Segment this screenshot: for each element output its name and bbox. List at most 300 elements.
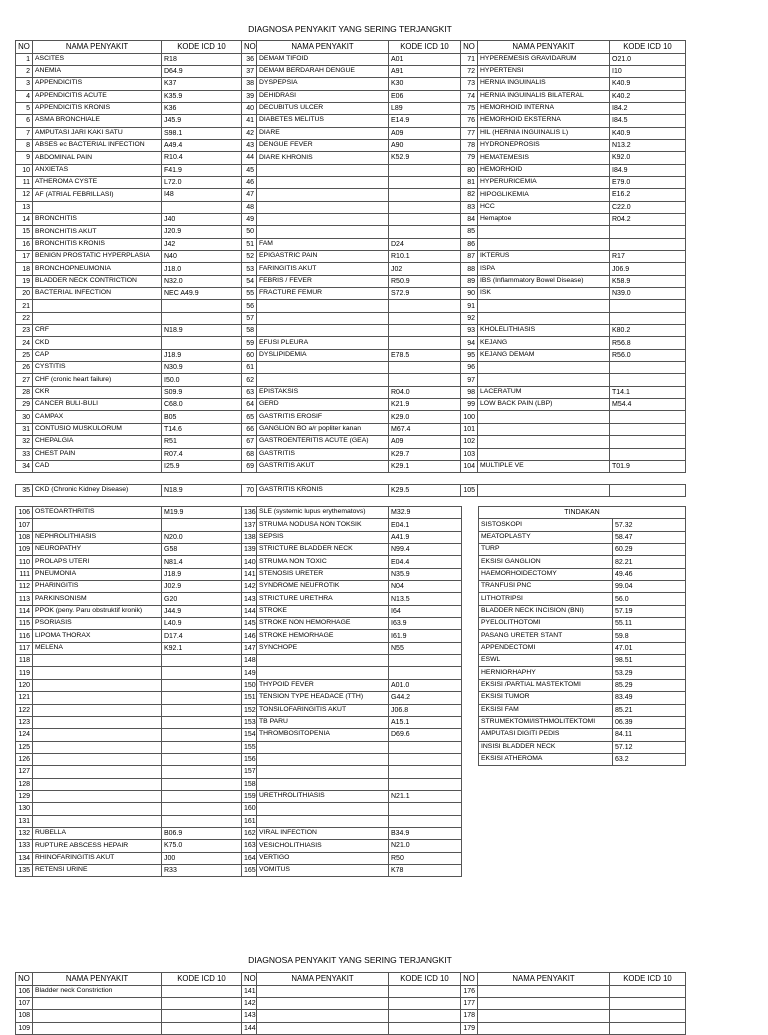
row-number: 119 <box>16 667 33 679</box>
icd-code: E04.4 <box>389 556 462 568</box>
icd-code: I64 <box>389 605 462 617</box>
row-number: 35 <box>16 485 33 497</box>
row-number: 50 <box>242 226 257 238</box>
disease-name: CKD (Chronic Kidney Disease) <box>33 485 162 497</box>
row-number: 158 <box>242 778 257 790</box>
disease-name: Hemaptoe <box>478 213 610 225</box>
icd-code: I48 <box>162 189 242 201</box>
table-row <box>16 729 462 741</box>
table-row <box>16 605 462 617</box>
row-number: 99 <box>461 399 478 411</box>
icd-code: D64.9 <box>162 65 242 77</box>
table-row <box>16 985 686 997</box>
table-row <box>16 115 686 127</box>
icd-code: K21.9 <box>389 399 461 411</box>
diagnosis-table <box>15 40 686 473</box>
row-number: 63 <box>242 386 257 398</box>
row-number: 58 <box>242 325 257 337</box>
table-row <box>16 840 462 852</box>
procedure-name: AMPUTASI DIGITI PEDIS <box>479 729 613 741</box>
icd-code: C22.0 <box>610 201 686 213</box>
table-row <box>16 485 686 497</box>
disease-name <box>257 362 389 374</box>
disease-name: HYPERTENSI <box>478 65 610 77</box>
procedure-name: STRUMEKTOMI/ISTHMOLITEKTOMI <box>479 716 613 728</box>
row-number: 148 <box>242 655 257 667</box>
disease-name <box>478 226 610 238</box>
row-number: 5 <box>16 102 33 114</box>
table-row <box>16 399 686 411</box>
row-number: 42 <box>242 127 257 139</box>
icd-code: M19.9 <box>162 507 242 519</box>
row-number: 30 <box>16 411 33 423</box>
icd-code: B05 <box>162 411 242 423</box>
table-row <box>16 189 686 201</box>
table-row <box>16 374 686 386</box>
procedure-code: 57.12 <box>613 741 686 753</box>
row-number: 13 <box>16 201 33 213</box>
procedure-code: 84.11 <box>613 729 686 741</box>
icd-code: S09.9 <box>162 386 242 398</box>
disease-name: HCC <box>478 201 610 213</box>
disease-name <box>257 213 389 225</box>
icd-code <box>162 679 242 691</box>
tindakan-row <box>479 753 686 765</box>
disease-name: CAD <box>33 460 162 472</box>
row-number: 141 <box>242 985 257 997</box>
table-row <box>16 127 686 139</box>
row-number: 110 <box>16 556 33 568</box>
row-number: 94 <box>461 337 478 349</box>
icd-code <box>610 423 686 435</box>
procedure-name: HAEMORHOIDECTOMY <box>479 568 613 580</box>
disease-name: RETENSI URINE <box>33 864 162 876</box>
icd-code <box>389 300 461 312</box>
row-number: 115 <box>16 618 33 630</box>
table-row <box>16 803 462 815</box>
table-row <box>16 642 462 654</box>
row-number: 106 <box>16 985 33 997</box>
row-number: 90 <box>461 288 478 300</box>
row-number: 126 <box>16 753 33 765</box>
procedure-name: BLADDER NECK INCISION (BNI) <box>479 605 613 617</box>
page-title: DIAGNOSA PENYAKIT YANG SERING TERJANGKIT <box>248 24 452 34</box>
row-number: 10 <box>16 164 33 176</box>
col-header-code: KODE ICD 10 <box>162 41 242 54</box>
icd-code: N32.0 <box>162 275 242 287</box>
col-header-no: NO <box>242 973 257 986</box>
row-number: 31 <box>16 423 33 435</box>
disease-name: EPISTAKSIS <box>257 386 389 398</box>
disease-name: PSORIASIS <box>33 618 162 630</box>
disease-name: BLADDER NECK CONTRICTION <box>33 275 162 287</box>
icd-code: E79.0 <box>610 176 686 188</box>
row-number: 130 <box>16 803 33 815</box>
icd-code: N18.9 <box>162 325 242 337</box>
disease-name: APPENDICITIS ACUTE <box>33 90 162 102</box>
row-number: 20 <box>16 288 33 300</box>
procedure-code: 56.0 <box>613 593 686 605</box>
tindakan-header: TINDAKAN <box>479 507 686 519</box>
icd-code <box>610 985 686 997</box>
disease-name: STRICTURE URETHRA <box>257 593 389 605</box>
disease-name: HEMORHOID EKSTERNA <box>478 115 610 127</box>
icd-code: A09 <box>389 436 461 448</box>
procedure-name: EKSISI /PARTIAL MASTEKTOMI <box>479 679 613 691</box>
disease-name <box>33 704 162 716</box>
table-row <box>16 667 462 679</box>
col-header-code: KODE ICD 10 <box>610 973 686 986</box>
disease-name <box>33 201 162 213</box>
row-number: 72 <box>461 65 478 77</box>
icd-code: I84.9 <box>610 164 686 176</box>
col-header-no: NO <box>16 41 33 54</box>
icd-code <box>389 213 461 225</box>
row-number: 153 <box>242 716 257 728</box>
table-row <box>16 864 462 876</box>
diagnosis-table-page2 <box>15 972 686 1035</box>
procedure-code: 57.32 <box>613 519 686 531</box>
row-number: 121 <box>16 692 33 704</box>
disease-name: LOW BACK PAIN (LBP) <box>478 399 610 411</box>
tindakan-row <box>479 716 686 728</box>
procedure-code: 85.21 <box>613 704 686 716</box>
row-number: 109 <box>16 1022 33 1034</box>
tindakan-row <box>479 704 686 716</box>
disease-name: HYPERURICEMIA <box>478 176 610 188</box>
row-number: 6 <box>16 115 33 127</box>
row-number: 44 <box>242 152 257 164</box>
row-number: 2 <box>16 65 33 77</box>
tindakan-row <box>479 618 686 630</box>
disease-name: SLE (systemic lupus erythematovs) <box>257 507 389 519</box>
icd-code: O21.0 <box>610 53 686 65</box>
table-header-row <box>16 41 686 54</box>
row-number: 36 <box>242 53 257 65</box>
icd-code: D17.4 <box>162 630 242 642</box>
row-number: 3 <box>16 78 33 90</box>
row-number: 11 <box>16 176 33 188</box>
disease-name: DEMAM BERDARAH DENGUE <box>257 65 389 77</box>
icd-code: K58.9 <box>610 275 686 287</box>
icd-code: R18 <box>162 53 242 65</box>
row-number: 145 <box>242 618 257 630</box>
disease-name: CRF <box>33 325 162 337</box>
tindakan-row <box>479 581 686 593</box>
disease-name: ISPA <box>478 263 610 275</box>
icd-code <box>162 753 242 765</box>
icd-code <box>610 362 686 374</box>
row-number: 75 <box>461 102 478 114</box>
row-number: 38 <box>242 78 257 90</box>
disease-name <box>257 803 389 815</box>
table-row <box>16 201 686 213</box>
disease-name <box>257 300 389 312</box>
icd-code: R04.2 <box>610 213 686 225</box>
procedure-name: PASANG URETER STANT <box>479 630 613 642</box>
procedure-code: 63.2 <box>613 753 686 765</box>
icd-code: E04.1 <box>389 519 462 531</box>
disease-name: GANGLION BO a/r popliter kanan <box>257 423 389 435</box>
icd-code: T14.1 <box>610 386 686 398</box>
disease-name <box>478 1010 610 1022</box>
icd-code <box>162 692 242 704</box>
row-number: 122 <box>16 704 33 716</box>
icd-code <box>610 226 686 238</box>
row-number: 178 <box>461 1010 478 1022</box>
procedure-code: 83.49 <box>613 692 686 704</box>
row-number: 134 <box>16 852 33 864</box>
tindakan-row <box>479 519 686 531</box>
icd-code <box>162 655 242 667</box>
row-number: 17 <box>16 251 33 263</box>
icd-code: M32.9 <box>389 507 462 519</box>
disease-name: PHARINGITIS <box>33 581 162 593</box>
disease-name: KHOLELITHIASIS <box>478 325 610 337</box>
row-number: 140 <box>242 556 257 568</box>
disease-name: THYPOID FEVER <box>257 679 389 691</box>
icd-code <box>389 337 461 349</box>
disease-name: FRACTURE FEMUR <box>257 288 389 300</box>
icd-code: L89 <box>389 102 461 114</box>
row-number: 49 <box>242 213 257 225</box>
disease-name <box>257 667 389 679</box>
disease-name: VESICHOLITHIASIS <box>257 840 389 852</box>
icd-code: R56.8 <box>610 337 686 349</box>
icd-code <box>389 362 461 374</box>
row-number: 146 <box>242 630 257 642</box>
procedure-code: 98.51 <box>613 655 686 667</box>
procedure-code: 59.8 <box>613 630 686 642</box>
table-row <box>16 251 686 263</box>
procedure-code: 60.29 <box>613 544 686 556</box>
row-number: 163 <box>242 840 257 852</box>
disease-name <box>257 374 389 386</box>
row-number: 164 <box>242 852 257 864</box>
row-number: 48 <box>242 201 257 213</box>
row-number: 95 <box>461 349 478 361</box>
table-row <box>16 102 686 114</box>
icd-code: A41.9 <box>389 531 462 543</box>
row-number: 101 <box>461 423 478 435</box>
table-row <box>16 593 462 605</box>
disease-name: HERNIA INGUINALIS BILATERAL <box>478 90 610 102</box>
disease-name: OSTEOARTHRITIS <box>33 507 162 519</box>
tindakan-row <box>479 667 686 679</box>
icd-code: I61.9 <box>389 630 462 642</box>
table-row <box>16 704 462 716</box>
disease-name: HYPEREMESIS GRAVIDARUM <box>478 53 610 65</box>
row-number: 160 <box>242 803 257 815</box>
icd-code: NEC A49.9 <box>162 288 242 300</box>
table-row <box>16 411 686 423</box>
icd-code <box>389 753 462 765</box>
row-number: 59 <box>242 337 257 349</box>
row-number: 41 <box>242 115 257 127</box>
row-number: 74 <box>461 90 478 102</box>
icd-code <box>162 997 242 1009</box>
row-number: 76 <box>461 115 478 127</box>
row-number: 77 <box>461 127 478 139</box>
row-number: 127 <box>16 766 33 778</box>
disease-name: GASTRITIS AKUT <box>257 460 389 472</box>
col-header-no: NO <box>461 973 478 986</box>
icd-code: K52.9 <box>389 152 461 164</box>
disease-name: FAM <box>257 238 389 250</box>
row-number: 143 <box>242 1010 257 1022</box>
icd-code <box>610 448 686 460</box>
disease-name <box>257 753 389 765</box>
row-number: 111 <box>16 568 33 580</box>
row-number: 118 <box>16 655 33 667</box>
icd-code: T14.6 <box>162 423 242 435</box>
disease-name: CKD <box>33 337 162 349</box>
icd-code: E14.9 <box>389 115 461 127</box>
disease-name: STROKE HEMORHAGE <box>257 630 389 642</box>
icd-code <box>389 201 461 213</box>
icd-code: J45.9 <box>162 115 242 127</box>
icd-code <box>610 436 686 448</box>
disease-name: IKTERUS <box>478 251 610 263</box>
icd-code: M54.4 <box>610 399 686 411</box>
col-header-no: NO <box>461 41 478 54</box>
disease-name <box>33 766 162 778</box>
row-number: 109 <box>16 544 33 556</box>
table-row <box>16 519 462 531</box>
tindakan-row <box>479 679 686 691</box>
disease-name <box>33 716 162 728</box>
icd-code: R10.1 <box>389 251 461 263</box>
icd-code: N20.0 <box>162 531 242 543</box>
disease-name <box>478 362 610 374</box>
tindakan-row <box>479 531 686 543</box>
row-number: 73 <box>461 78 478 90</box>
table-row <box>16 679 462 691</box>
row-number: 32 <box>16 436 33 448</box>
row-number: 108 <box>16 531 33 543</box>
row-number: 132 <box>16 827 33 839</box>
table-row <box>16 716 462 728</box>
disease-name <box>478 423 610 435</box>
tindakan-row <box>479 630 686 642</box>
procedure-name: PYELOLITHOTOMI <box>479 618 613 630</box>
row-number: 107 <box>16 519 33 531</box>
row-number: 117 <box>16 642 33 654</box>
procedure-code: 47.01 <box>613 642 686 654</box>
disease-name: SYNDROME NEUFROTIK <box>257 581 389 593</box>
row-number: 56 <box>242 300 257 312</box>
procedure-code: 55.11 <box>613 618 686 630</box>
disease-name <box>33 667 162 679</box>
row-number: 70 <box>242 485 257 497</box>
icd-code: G20 <box>162 593 242 605</box>
procedure-code: 82.21 <box>613 556 686 568</box>
row-number: 80 <box>461 164 478 176</box>
col-header-name: NAMA PENYAKIT <box>257 973 389 986</box>
tindakan-row <box>479 642 686 654</box>
row-number: 91 <box>461 300 478 312</box>
row-number: 28 <box>16 386 33 398</box>
row-number: 54 <box>242 275 257 287</box>
icd-code: D69.6 <box>389 729 462 741</box>
icd-code <box>389 312 461 324</box>
row-number: 100 <box>461 411 478 423</box>
disease-name: SEPSIS <box>257 531 389 543</box>
tindakan-row <box>479 741 686 753</box>
procedure-name: EKSISI TUMOR <box>479 692 613 704</box>
disease-name: BRONCHOPNEUMONIA <box>33 263 162 275</box>
disease-name: NEUROPATHY <box>33 544 162 556</box>
disease-name: GASTRITIS KRONIS <box>257 485 389 497</box>
disease-name: APPENDICITIS KRONIS <box>33 102 162 114</box>
table-row <box>16 618 462 630</box>
disease-name: TENSION TYPE HEADACE (TTH) <box>257 692 389 704</box>
icd-code: I84.5 <box>610 115 686 127</box>
icd-code <box>389 374 461 386</box>
table-row <box>16 362 686 374</box>
icd-code: I10 <box>610 65 686 77</box>
icd-code: G44.2 <box>389 692 462 704</box>
disease-name <box>478 985 610 997</box>
disease-name: STRUMA NON TOXIC <box>257 556 389 568</box>
icd-code <box>610 485 686 497</box>
icd-code <box>389 655 462 667</box>
table-row <box>16 312 686 324</box>
icd-code: R07.4 <box>162 448 242 460</box>
disease-name <box>33 753 162 765</box>
icd-code: J18.9 <box>162 568 242 580</box>
icd-code: B06.9 <box>162 827 242 839</box>
icd-code <box>389 778 462 790</box>
icd-code: R04.0 <box>389 386 461 398</box>
row-number: 39 <box>242 90 257 102</box>
icd-code: N39.0 <box>610 288 686 300</box>
disease-name: URETHROLITHIASIS <box>257 790 389 802</box>
row-number: 128 <box>16 778 33 790</box>
procedure-code: 58.47 <box>613 531 686 543</box>
disease-name: KEJANG <box>478 337 610 349</box>
icd-code: N35.9 <box>389 568 462 580</box>
disease-name: CHEPALGIA <box>33 436 162 448</box>
icd-code <box>389 164 461 176</box>
tindakan-row <box>479 729 686 741</box>
icd-code: A15.1 <box>389 716 462 728</box>
row-number: 67 <box>242 436 257 448</box>
procedure-name: APPENDECTOMI <box>479 642 613 654</box>
icd-code <box>162 300 242 312</box>
icd-code: L72.0 <box>162 176 242 188</box>
icd-code: J06.9 <box>610 263 686 275</box>
procedure-name: SISTOSKOPI <box>479 519 613 531</box>
row-number: 106 <box>16 507 33 519</box>
icd-code: R17 <box>610 251 686 263</box>
row-number: 46 <box>242 176 257 188</box>
row-number: 159 <box>242 790 257 802</box>
disease-name: PROLAPS UTERI <box>33 556 162 568</box>
icd-code: J02.9 <box>162 581 242 593</box>
table-row <box>16 78 686 90</box>
disease-name <box>478 300 610 312</box>
disease-name: VIRAL INFECTION <box>257 827 389 839</box>
row-number: 103 <box>461 448 478 460</box>
disease-name <box>33 679 162 691</box>
row-number: 133 <box>16 840 33 852</box>
disease-name: TONSILOFARINGITIS AKUT <box>257 704 389 716</box>
icd-code: N21.0 <box>389 840 462 852</box>
disease-name: BRONCHITIS AKUT <box>33 226 162 238</box>
row-number: 154 <box>242 729 257 741</box>
disease-name <box>257 655 389 667</box>
